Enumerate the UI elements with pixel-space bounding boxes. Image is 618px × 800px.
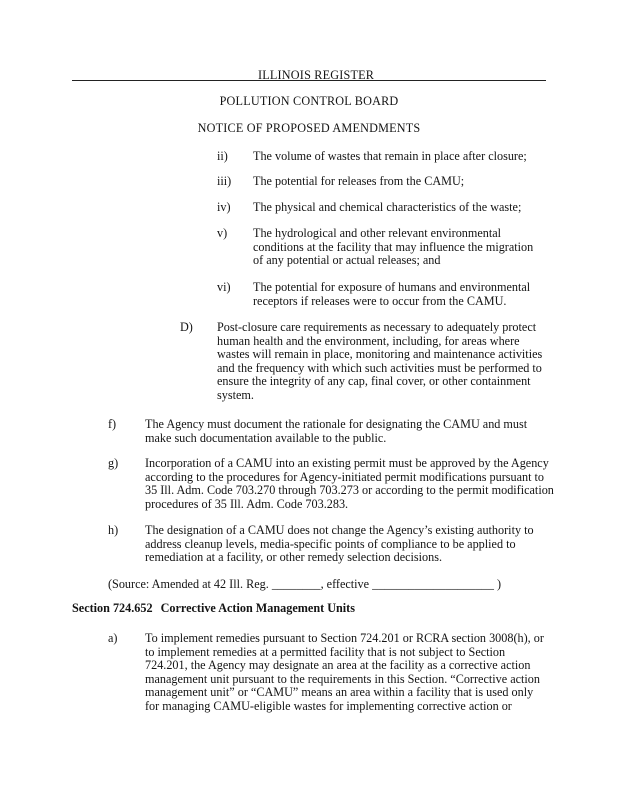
item-iv-text: The physical and chemical characteristics of the waste;: [253, 200, 522, 214]
register-title: ILLINOIS REGISTER: [258, 68, 375, 82]
item-g-text: Incorporation of a CAMU into an existing permit must be approved by the Agency according to the procedures for Agency-initiated permit modifications pursuant to 35 Ill. Adm. Code 703.270 through 703.273 or according to the permit modification procedures of 35 Ill. Adm. Code 703.283.: [145, 456, 554, 511]
board-title: POLLUTION CONTROL BOARD: [219, 94, 399, 108]
item-vi-number: vi): [217, 280, 231, 294]
item-vi-text: The potential for exposure of humans and environmental receptors if releases were to occur from the CAMU.: [253, 280, 531, 308]
section-number: Section 724.652: [72, 601, 153, 615]
item-v-text: The hydrological and other relevant environmental conditions at the facility that may influence the migration of any potential or actual releases; and: [253, 226, 534, 268]
item-ii-number: ii): [217, 149, 228, 163]
item-f-number: f): [108, 417, 117, 431]
item-f-text: The Agency must document the rationale for designating the CAMU and must make such documentation available to the public.: [145, 417, 528, 445]
item-iv-number: iv): [217, 200, 231, 214]
item-D-number: D): [180, 320, 193, 334]
source-note: (Source: Amended at 42 Ill. Reg. ________, effective ____________________ ): [108, 577, 502, 591]
item-g-number: g): [108, 456, 119, 470]
notice-title: NOTICE OF PROPOSED AMENDMENTS: [197, 121, 421, 135]
item-iii-number: iii): [217, 174, 232, 188]
item-v-number: v): [217, 226, 228, 240]
section-title: Corrective Action Management Units: [160, 601, 355, 615]
item-D-text: Post-closure care requirements as necessary to adequately protect human health and the environment, including, for areas where wastes will remain in place, monitoring and maintenance activities and the frequency with which such activities must be performed to ensure the integrity of any cap, final cover, or other containment system.: [217, 320, 543, 402]
item-h-text: The designation of a CAMU does not change the Agency’s existing authority to address cleanup levels, media-specific points of compliance to be applied to remediation at a facility, or other remedy selection decisions.: [145, 523, 534, 565]
item-h-number: h): [108, 523, 119, 537]
item-ii-text: The volume of wastes that remain in place after closure;: [253, 149, 527, 163]
item-iii-text: The potential for releases from the CAMU;: [253, 174, 465, 188]
item-a-number: a): [108, 631, 118, 645]
section-heading: [72, 602, 355, 616]
item-a-text: To implement remedies pursuant to Section 724.201 or RCRA section 3008(h), or to implement remedies at a permitted facility that is not subject to Section 724.201, the Agency may designate an area at the facility as a corrective action management unit pursuant to the requirements in this Section. “Corrective action management unit” or “CAMU” means an area within a facility that is used only for managing CAMU-eligible wastes for implementing corrective action or: [145, 631, 544, 713]
